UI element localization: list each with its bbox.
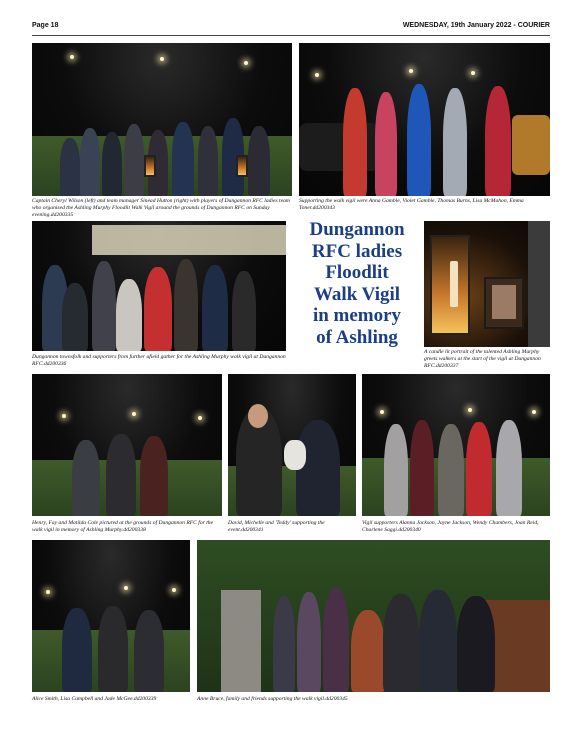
photo-anne-bruce-walk	[197, 540, 550, 692]
photo-candle-portrait	[424, 221, 550, 347]
headline-line-6: of Ashling	[316, 326, 398, 348]
caption-team: Captain Cheryl Wilson (left) and team manager Sinead Hutton (right) with players of Dungannon RFC ladies team who organised the Ashling Murphy Floodlit Walk Vigil around the grounds of Dungannon RFC on Sunday evening.dd200335	[32, 198, 290, 218]
photo-vigil-supporters	[362, 374, 550, 516]
headline-line-3: Floodlit	[325, 262, 389, 283]
photo-alice-lisa-jade	[32, 540, 190, 692]
photo-supporters-row	[299, 43, 550, 196]
caption-supporters-row: Supporting the walk vigil were Anna Gamble, Violet Gamble, Thomas Burns, Lisa McMahon, Emma Toner.dd200343	[299, 198, 524, 211]
page-number: Page 18	[32, 22, 59, 29]
caption-anne-bruce-walk: Anne Bruce, family and friends supporting the walk vigil.dd200345	[197, 696, 348, 702]
page-header	[32, 22, 550, 34]
photo-david-michelle-teddy	[228, 374, 356, 516]
caption-candle-portrait: A candle lit portrait of the talented Ashling Murphy greets walkers at the start of the vigil at Dungannon RFC.dd200337	[424, 349, 541, 369]
caption-henry-fay-matilda: Henry, Fay and Matilda Cole pictured at the grounds of Dungannon RFC for the walk vigil in memory of Ashling Murphy.dd200338	[32, 520, 214, 533]
headline-line-1: Dungannon	[309, 219, 405, 240]
headline-line-4: Walk Vigil	[313, 283, 401, 305]
photo-team	[32, 43, 292, 196]
caption-alice-lisa-jade: Alice Smith, Lisa Campbell and Jade McGee.dd200339	[32, 696, 157, 702]
header-rule	[32, 35, 550, 36]
caption-vigil-supporters: Vigil supporters Alanna Jackson, Jayne Jackson, Wendy Chambers, Joan Reid, Charlene Saggi.dd200340	[362, 520, 539, 533]
caption-david-michelle-teddy: David, Michelle and 'Teddy' supporting the event.dd200341	[228, 520, 325, 533]
caption-townsfolk: Dungannon townsfolk and supporters from further afield gather for the Ashling Murphy walk vigil at Dungannon RFC.dd200336	[32, 354, 286, 367]
headline-line-2: RFC ladies	[311, 240, 403, 262]
headline-line-5: in memory	[312, 305, 402, 326]
photo-henry-fay-matilda	[32, 374, 222, 516]
issue-date-line: WEDNESDAY, 19th January 2022 - COURIER	[402, 22, 550, 29]
photo-townsfolk	[32, 221, 286, 351]
article-headline	[297, 219, 417, 348]
